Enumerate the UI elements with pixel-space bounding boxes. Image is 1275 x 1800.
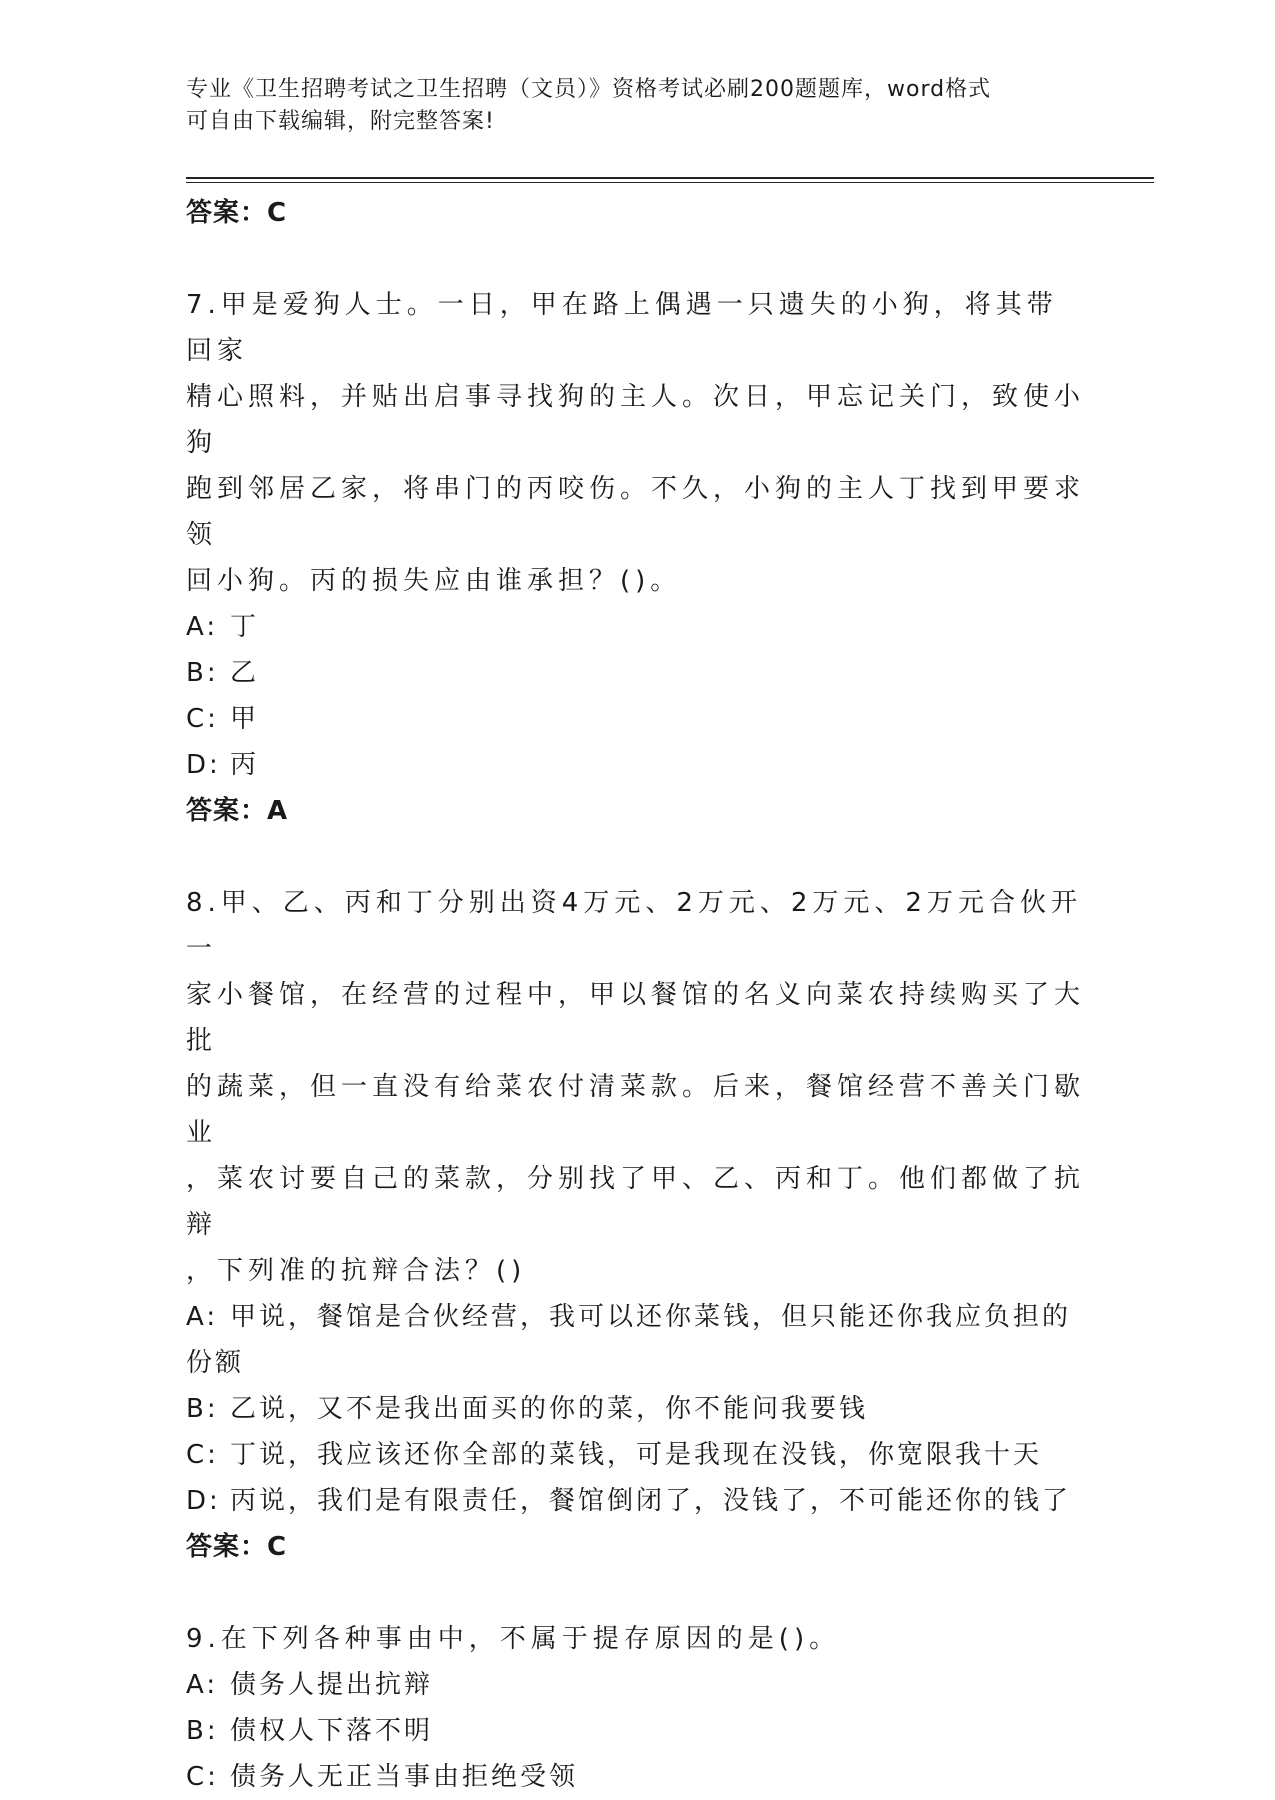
option-letter: A:	[186, 612, 219, 642]
question-list	[186, 190, 1086, 1800]
option-a-continued	[186, 1340, 1086, 1386]
header-line-2: 可自由下载编辑，附完整答案!	[186, 109, 495, 134]
option-b	[186, 1386, 1086, 1432]
option-letter: A:	[186, 1670, 219, 1700]
option-letter: C:	[186, 1762, 219, 1792]
question-stem-line: 的蔬菜，但一直没有给菜农付清菜款。后来，餐馆经营不善关门歇业	[186, 1072, 1086, 1148]
question-stem-line: ，菜农讨要自己的菜款，分别找了甲、乙、丙和丁。他们都做了抗辩	[186, 1164, 1086, 1240]
question-stem-line: 精心照料，并贴出启事寻找狗的主人。次日，甲忘记关门，致使小狗	[186, 382, 1086, 458]
option-text: 债务人提出抗辩	[230, 1670, 434, 1700]
question-stem-line: 9.在下列各种事由中，不属于提存原因的是()。	[186, 1624, 841, 1654]
option-a	[186, 604, 1086, 650]
option-letter: B:	[186, 1394, 219, 1424]
question-8	[186, 880, 1086, 1570]
option-text: 乙说，又不是我出面买的你的菜，你不能问我要钱	[230, 1394, 869, 1424]
header-divider-thin	[186, 182, 1154, 183]
option-letter: A:	[186, 1302, 219, 1332]
question-stem-line: 回小狗。丙的损失应由谁承担？()。	[186, 566, 682, 596]
question-9	[186, 1616, 1086, 1800]
option-a	[186, 1662, 1086, 1708]
option-letter: C:	[186, 1440, 219, 1470]
option-text: 丁说，我应该还你全部的菜钱，可是我现在没钱，你宽限我十天	[230, 1440, 1043, 1470]
header-divider-thick	[186, 177, 1154, 179]
option-c	[186, 1754, 1086, 1800]
option-letter: D:	[186, 1486, 221, 1516]
header-line-1: 专业《卫生招聘考试之卫生招聘（文员）》资格考试必刷200题题库，word格式	[186, 77, 992, 102]
option-text: 份额	[186, 1348, 245, 1378]
option-text: 债权人下落不明	[230, 1716, 434, 1746]
previous-answer: 答案：C	[186, 198, 288, 228]
option-d	[186, 742, 1086, 788]
option-a	[186, 1294, 1086, 1340]
option-text: 债务人无正当事由拒绝受领	[230, 1762, 579, 1792]
question-stem-line: 7.甲是爱狗人士。一日，甲在路上偶遇一只遗失的小狗，将其带回家	[186, 290, 1058, 366]
option-c	[186, 1432, 1086, 1478]
option-letter: C:	[186, 704, 219, 734]
option-text: 甲	[230, 704, 260, 734]
option-b	[186, 650, 1086, 696]
option-text: 丁	[230, 612, 260, 642]
answer-key: 答案：A	[186, 796, 289, 826]
option-text: 丙	[230, 750, 260, 780]
question-stem-line: 8.甲、乙、丙和丁分别出资4万元、2万元、2万元、2万元合伙开一	[186, 888, 1082, 964]
option-text: 丙说，我们是有限责任，餐馆倒闭了，没钱了，不可能还你的钱了	[230, 1486, 1072, 1516]
question-stem-line: 跑到邻居乙家，将串门的丙咬伤。不久，小狗的主人丁找到甲要求领	[186, 474, 1086, 550]
option-text: 甲说，餐馆是合伙经营，我可以还你菜钱，但只能还你我应负担的	[230, 1302, 1072, 1332]
answer-key: 答案：C	[186, 1532, 288, 1562]
question-stem-line: ，下列准的抗辩合法？()	[186, 1256, 527, 1286]
option-letter: D:	[186, 750, 221, 780]
page-header	[186, 74, 1066, 138]
question-7	[186, 282, 1086, 834]
option-letter: B:	[186, 658, 219, 688]
option-c	[186, 696, 1086, 742]
option-letter: B:	[186, 1716, 219, 1746]
option-text: 乙	[230, 658, 260, 688]
option-b	[186, 1708, 1086, 1754]
option-d	[186, 1478, 1086, 1524]
question-stem-line: 家小餐馆，在经营的过程中，甲以餐馆的名义向菜农持续购买了大批	[186, 980, 1086, 1056]
